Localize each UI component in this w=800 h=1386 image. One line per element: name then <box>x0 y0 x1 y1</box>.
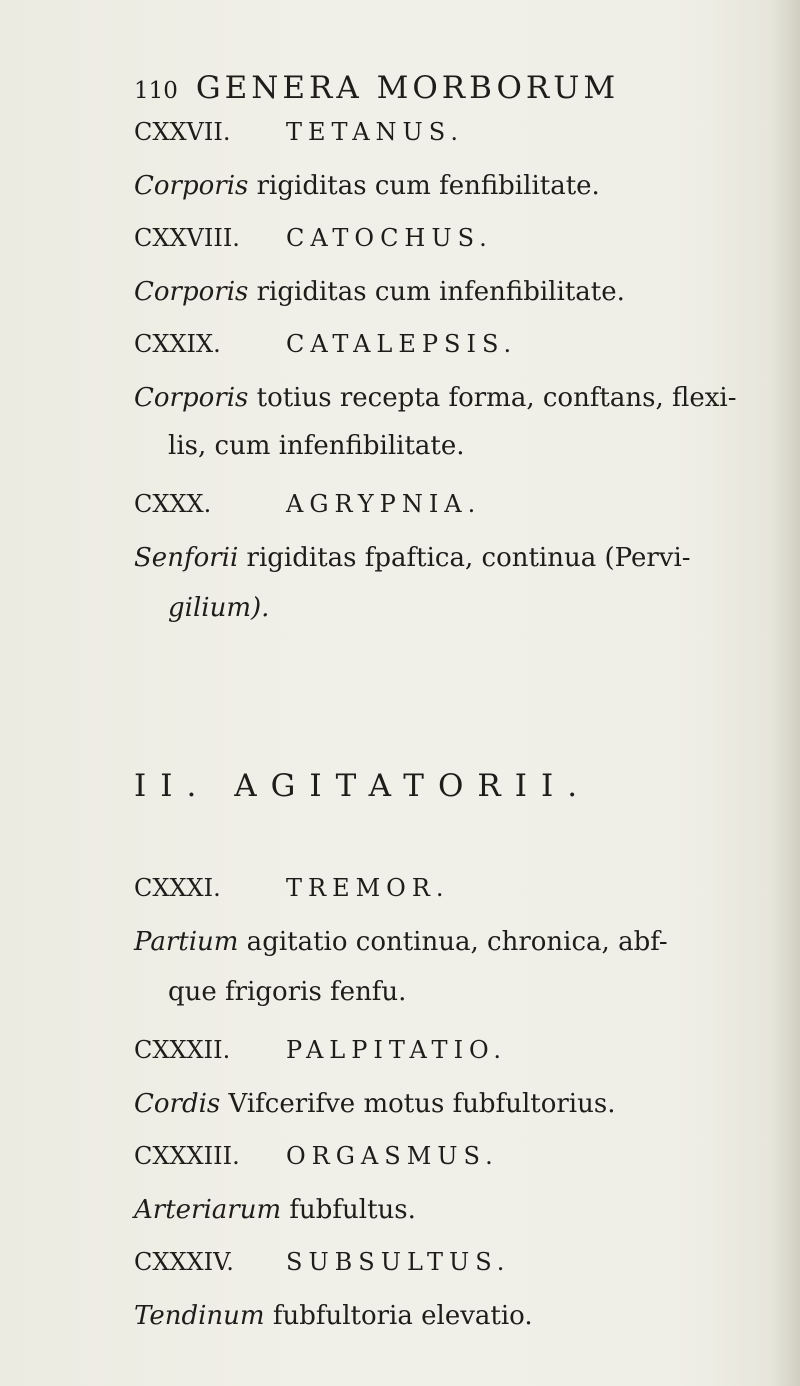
definition-text: Vifcerifve motus fubfultorius. <box>220 1089 616 1119</box>
entry-definition-continued: gilium). <box>168 593 270 623</box>
entry-number: CXXVII. <box>134 118 231 146</box>
entry-title: TETANUS. <box>286 118 464 146</box>
running-title: GENERA MORBORUM <box>195 70 620 106</box>
entry-definition <box>134 276 625 308</box>
definition-text: rigiditas cum fenfibilitate. <box>248 171 600 201</box>
entry-title: TREMOR. <box>286 874 450 902</box>
entry-heading <box>134 872 450 904</box>
page-edge-shadow <box>770 0 800 1386</box>
entry-number: CXXXI. <box>134 874 221 902</box>
definition-lead: Partium <box>134 927 239 957</box>
entry-number: CXXIX. <box>134 330 221 358</box>
definition-lead: Corporis <box>134 277 249 307</box>
entry-number: CXXXIII. <box>134 1142 240 1170</box>
entry-definition <box>134 382 737 414</box>
entry-definition-continued: que frigoris fenfu. <box>168 977 407 1007</box>
entry-definition <box>134 926 668 958</box>
page-number: 110 <box>134 78 178 104</box>
running-header <box>134 72 619 107</box>
definition-text: agitatio continua, chronica, abf- <box>238 927 668 957</box>
definition-text: fubfultoria elevatio. <box>264 1301 533 1331</box>
entry-title: CATALEPSIS. <box>286 330 518 358</box>
definition-lead: Cordis <box>134 1089 221 1119</box>
entry-definition <box>134 1194 416 1226</box>
entry-definition <box>134 1088 615 1120</box>
entry-number: CXXXIV. <box>134 1248 234 1276</box>
entry-title: PALPITATIO. <box>286 1036 507 1064</box>
entry-number: CXXXII. <box>134 1036 231 1064</box>
entry-title: CATOCHUS. <box>286 224 493 252</box>
entry-title: AGRYPNIA. <box>286 490 482 518</box>
entry-heading <box>134 1140 499 1172</box>
definition-lead: Arteriarum <box>134 1195 282 1225</box>
entry-heading <box>134 1246 510 1278</box>
entry-heading <box>134 222 493 254</box>
entry-title: SUBSULTUS. <box>286 1248 511 1276</box>
definition-lead: Tendinum <box>134 1301 265 1331</box>
entry-definition <box>134 170 600 202</box>
definition-lead: Senforii <box>134 543 239 573</box>
entry-definition <box>134 542 691 574</box>
definition-lead: Corporis <box>134 171 249 201</box>
definition-text: fubfultus. <box>281 1195 416 1225</box>
entry-number: CXXVIII. <box>134 224 240 252</box>
definition-text: rigiditas cum infenfibilitate. <box>248 277 625 307</box>
entry-heading <box>134 116 464 148</box>
entry-number: CXXX. <box>134 490 212 518</box>
entry-definition <box>134 1300 533 1332</box>
entry-heading <box>134 488 481 520</box>
definition-text: totius recepta forma, conftans, flexi- <box>248 383 737 413</box>
entry-title: ORGASMUS. <box>286 1142 499 1170</box>
entry-definition-continued: lis, cum infenfibilitate. <box>168 431 465 461</box>
entry-heading <box>134 328 517 360</box>
definition-lead: Corporis <box>134 383 249 413</box>
section-heading: II. AGITATORII. <box>134 768 592 804</box>
definition-text: rigiditas fpaftica, continua (Pervi- <box>238 543 691 573</box>
entry-heading <box>134 1034 507 1066</box>
